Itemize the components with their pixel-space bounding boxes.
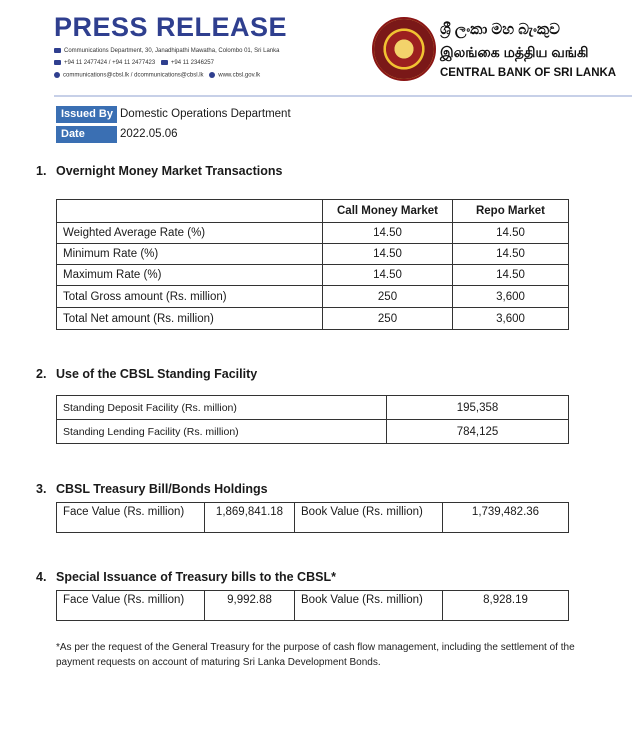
table-cell: 14.50 xyxy=(323,244,453,265)
bank-name-english: CENTRAL BANK OF SRI LANKA xyxy=(440,67,617,79)
column-header: Repo Market xyxy=(453,200,569,223)
issued-by-value: Domestic Operations Department xyxy=(120,108,291,120)
table-row xyxy=(57,265,569,286)
phone-line: +94 11 2477424 / +94 11 2477423 +94 11 2346257 xyxy=(54,60,214,66)
table-row xyxy=(57,223,569,244)
bank-name-tamil: இலங்கை மத்திய வங்கி xyxy=(440,44,589,60)
treasury-holdings-table xyxy=(56,502,569,533)
section-2-title: 2. Use of the CBSL Standing Facility xyxy=(36,367,258,381)
money-market-table xyxy=(56,199,569,330)
email-icon xyxy=(54,72,60,78)
globe-icon xyxy=(209,72,215,78)
fax-icon xyxy=(161,60,168,65)
row-label: Maximum Rate (%) xyxy=(57,265,323,286)
section-4-title: 4. Special Issuance of Treasury bills to the CBSL* xyxy=(36,570,336,584)
table-cell: 14.50 xyxy=(453,223,569,244)
table-header-row xyxy=(57,200,569,223)
table-row xyxy=(57,503,569,533)
press-release-header xyxy=(0,0,640,96)
face-value: 1,869,841.18 xyxy=(205,503,295,533)
table-cell: 3,600 xyxy=(453,286,569,308)
table-cell: 250 xyxy=(323,308,453,330)
section-3-title: 3. CBSL Treasury Bill/Bonds Holdings xyxy=(36,482,268,496)
column-header: Call Money Market xyxy=(323,200,453,223)
standing-facility-table xyxy=(56,395,569,444)
row-label: Total Net amount (Rs. million) xyxy=(57,308,323,330)
table-row xyxy=(57,244,569,265)
table-row xyxy=(57,591,569,621)
table-cell: 3,600 xyxy=(453,308,569,330)
date-label: Date xyxy=(56,126,117,143)
section-1-title: 1. Overnight Money Market Transactions xyxy=(36,164,283,178)
table-cell: 14.50 xyxy=(323,223,453,244)
header-divider xyxy=(54,95,632,97)
face-value-label: Face Value (Rs. million) xyxy=(57,503,205,533)
table-row xyxy=(57,308,569,330)
table-row xyxy=(57,420,569,444)
face-value-label: Face Value (Rs. million) xyxy=(57,591,205,621)
book-value-label: Book Value (Rs. million) xyxy=(295,503,443,533)
table-cell: 14.50 xyxy=(323,265,453,286)
issued-by-label: Issued By xyxy=(56,106,117,123)
cbsl-emblem-icon xyxy=(372,17,436,81)
row-label: Weighted Average Rate (%) xyxy=(57,223,323,244)
book-value-label: Book Value (Rs. million) xyxy=(295,591,443,621)
date-value: 2022.05.06 xyxy=(120,128,178,140)
phone-icon xyxy=(54,60,61,65)
table-cell: 195,358 xyxy=(387,396,569,420)
table-cell: 784,125 xyxy=(387,420,569,444)
book-value: 1,739,482.36 xyxy=(443,503,569,533)
press-release-title: PRESS RELEASE xyxy=(54,12,288,42)
footnote: *As per the request of the General Treasury for the purpose of cash flow management, including the settlement of the payment requests on account of maturing Sri Lanka Development Bonds. xyxy=(56,642,575,668)
column-header xyxy=(57,200,323,223)
row-label: Standing Lending Facility (Rs. million) xyxy=(57,420,387,444)
row-label: Total Gross amount (Rs. million) xyxy=(57,286,323,308)
location-icon xyxy=(54,48,61,53)
face-value: 9,992.88 xyxy=(205,591,295,621)
table-cell: 250 xyxy=(323,286,453,308)
table-row xyxy=(57,286,569,308)
special-issuance-table xyxy=(56,590,569,621)
bank-name-sinhala: ශ්‍රී ලංකා මහ බැංකුව xyxy=(440,21,560,38)
address-line: Communications Department, 30, Janadhipathi Mawatha, Colombo 01, Sri Lanka xyxy=(54,48,279,54)
email-line: communications@cbsl.lk / dcommunications@cbsl.lk www.cbsl.gov.lk xyxy=(54,72,260,79)
table-row xyxy=(57,396,569,420)
row-label: Standing Deposit Facility (Rs. million) xyxy=(57,396,387,420)
book-value: 8,928.19 xyxy=(443,591,569,621)
row-label: Minimum Rate (%) xyxy=(57,244,323,265)
table-cell: 14.50 xyxy=(453,244,569,265)
table-cell: 14.50 xyxy=(453,265,569,286)
